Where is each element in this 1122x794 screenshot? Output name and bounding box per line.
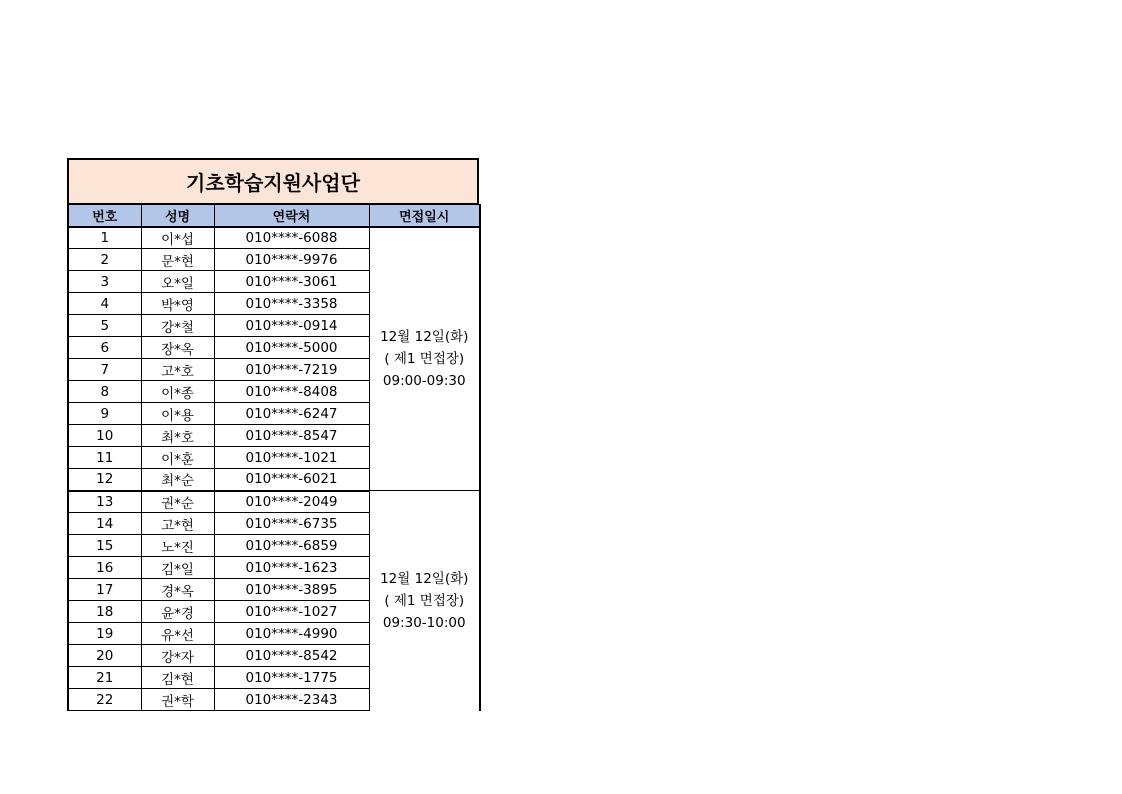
cell-interview-schedule (369, 491, 480, 711)
cell-contact: 010****-1775 (214, 667, 369, 689)
cell-name: 이*훈 (141, 447, 214, 469)
cell-name: 권*순 (141, 491, 214, 513)
cell-contact: 010****-5000 (214, 337, 369, 359)
cell-contact: 010****-8547 (214, 425, 369, 447)
header-number: 번호 (68, 205, 141, 227)
cell-name: 김*일 (141, 557, 214, 579)
header-interview-datetime: 면접일시 (369, 205, 480, 227)
cell-number: 5 (68, 315, 141, 337)
schedule-line: ( 제1 면접장) (384, 592, 465, 609)
cell-name: 박*영 (141, 293, 214, 315)
table-row (68, 491, 480, 513)
cell-contact: 010****-7219 (214, 359, 369, 381)
schedule-line: 12월 12일(화) (380, 570, 469, 587)
cell-name: 이*섭 (141, 227, 214, 249)
cell-number: 4 (68, 293, 141, 315)
cell-name: 권*학 (141, 689, 214, 711)
cell-name: 이*용 (141, 403, 214, 425)
cell-name: 최*호 (141, 425, 214, 447)
cell-contact: 010****-8542 (214, 645, 369, 667)
cell-number: 6 (68, 337, 141, 359)
cell-contact: 010****-9976 (214, 249, 369, 271)
cell-number: 13 (68, 491, 141, 513)
cell-number: 10 (68, 425, 141, 447)
schedule-line: 09:30-10:00 (382, 614, 466, 631)
cell-name: 고*호 (141, 359, 214, 381)
cell-number: 2 (68, 249, 141, 271)
cell-contact: 010****-3358 (214, 293, 369, 315)
schedule-line: 09:00-09:30 (382, 372, 466, 389)
cell-number: 9 (68, 403, 141, 425)
cell-contact: 010****-6859 (214, 535, 369, 557)
cell-contact: 010****-3061 (214, 271, 369, 293)
cell-number: 12 (68, 469, 141, 491)
cell-contact: 010****-1623 (214, 557, 369, 579)
cell-contact: 010****-2343 (214, 689, 369, 711)
schedule-line: 12월 12일(화) (380, 328, 469, 345)
header-name: 성명 (141, 205, 214, 227)
cell-name: 이*종 (141, 381, 214, 403)
cell-contact: 010****-1021 (214, 447, 369, 469)
cell-contact: 010****-2049 (214, 491, 369, 513)
cell-name: 최*순 (141, 469, 214, 491)
cell-name: 강*자 (141, 645, 214, 667)
applicant-table (67, 204, 481, 711)
header-row (68, 205, 480, 227)
cell-interview-schedule (369, 227, 480, 491)
sheet-title: 기초학습지원사업단 (186, 171, 360, 195)
cell-number: 18 (68, 601, 141, 623)
cell-number: 8 (68, 381, 141, 403)
cell-name: 고*현 (141, 513, 214, 535)
cell-contact: 010****-6021 (214, 469, 369, 491)
cell-number: 14 (68, 513, 141, 535)
cell-name: 노*진 (141, 535, 214, 557)
cell-number: 1 (68, 227, 141, 249)
cell-contact: 010****-6247 (214, 403, 369, 425)
cell-contact: 010****-6088 (214, 227, 369, 249)
schedule-line: ( 제1 면접장) (384, 350, 465, 367)
cell-contact: 010****-6735 (214, 513, 369, 535)
cell-number: 15 (68, 535, 141, 557)
table-row (68, 227, 480, 249)
interview-schedule-sheet (67, 158, 479, 711)
cell-number: 17 (68, 579, 141, 601)
cell-number: 19 (68, 623, 141, 645)
header-contact: 연락처 (214, 205, 369, 227)
cell-contact: 010****-4990 (214, 623, 369, 645)
cell-contact: 010****-1027 (214, 601, 369, 623)
cell-name: 강*철 (141, 315, 214, 337)
cell-number: 20 (68, 645, 141, 667)
cell-name: 유*선 (141, 623, 214, 645)
sheet-title-cell (67, 158, 479, 204)
cell-number: 22 (68, 689, 141, 711)
cell-name: 장*옥 (141, 337, 214, 359)
cell-number: 21 (68, 667, 141, 689)
cell-number: 7 (68, 359, 141, 381)
cell-number: 11 (68, 447, 141, 469)
cell-name: 오*일 (141, 271, 214, 293)
cell-number: 3 (68, 271, 141, 293)
cell-name: 김*현 (141, 667, 214, 689)
cell-name: 문*현 (141, 249, 214, 271)
cell-name: 윤*경 (141, 601, 214, 623)
cell-contact: 010****-3895 (214, 579, 369, 601)
cell-contact: 010****-0914 (214, 315, 369, 337)
cell-number: 16 (68, 557, 141, 579)
applicant-rows (68, 227, 480, 711)
cell-name: 경*옥 (141, 579, 214, 601)
cell-contact: 010****-8408 (214, 381, 369, 403)
